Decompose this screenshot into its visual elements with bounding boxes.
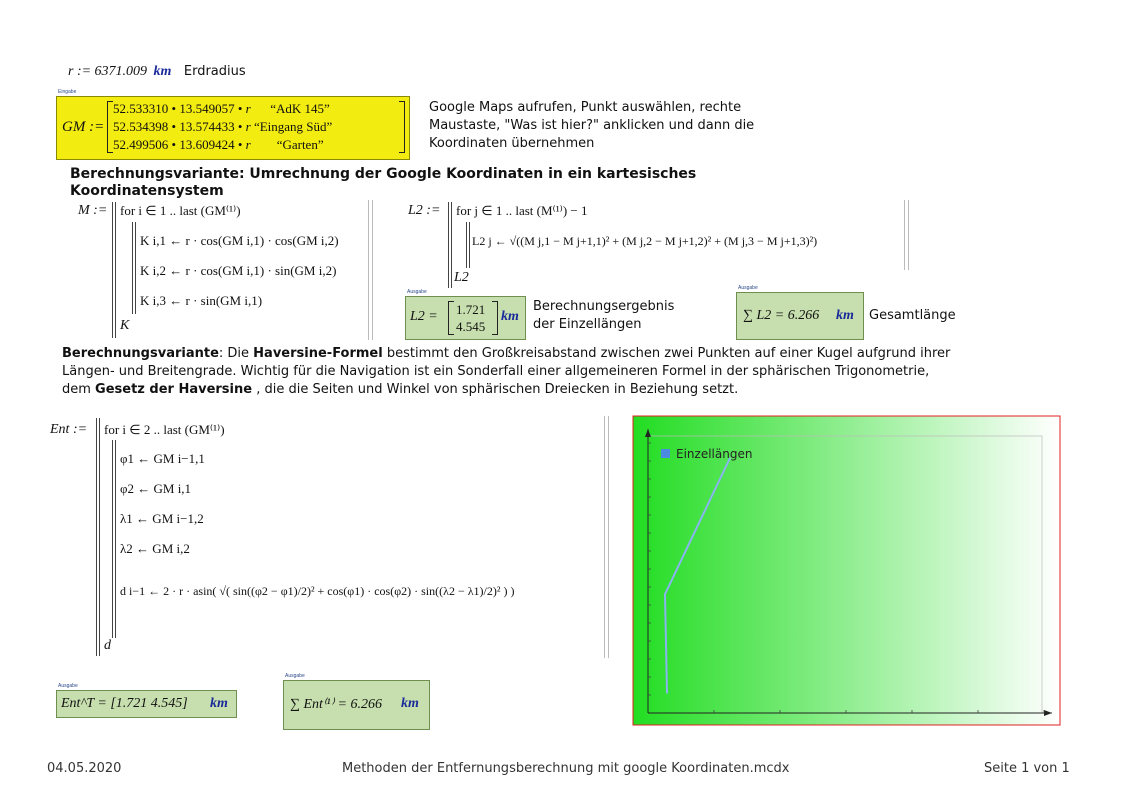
l2-program[interactable] [408, 200, 913, 290]
m-program[interactable] [78, 200, 378, 340]
variant2-text [62, 345, 962, 399]
gm-note-line: Koordinaten übernehmen [429, 136, 595, 151]
gm-input-tag: Eingabe [58, 89, 77, 95]
gm-row: 52.499506 • 13.609424 • r “Garten” [113, 137, 324, 152]
ent-program[interactable] [50, 416, 615, 658]
variant1-heading [70, 166, 696, 200]
ent-name: Ent := [50, 422, 88, 437]
l2-output-vector [448, 299, 498, 337]
variant2-line [62, 345, 962, 363]
radius-unit: km [153, 64, 172, 79]
legend-label: Einzellängen [676, 447, 753, 461]
radius-label: Erdradius [183, 64, 246, 79]
l2-output-tag: Ausgabe [407, 289, 427, 295]
l2-body: L2 j ← √((M j,1 − M j+1,1)² + (M j,2 − M j+1,2)² + (M j,3 − M j+1,3)²) [472, 234, 818, 248]
chart-panel[interactable] [632, 415, 1061, 726]
ent-line: λ1 ← GM i−1,2 [120, 511, 204, 526]
m-for: for i ∈ 1 .. last (GM⁽¹⁾) [120, 203, 241, 218]
chart-background [633, 416, 1060, 725]
ent-line: φ2 ← GM i,1 [120, 481, 192, 496]
m-body [140, 226, 339, 316]
gm-cell: 13.609424 [179, 137, 235, 152]
l2-output-unit: km [501, 309, 519, 324]
l2-output[interactable] [405, 296, 526, 340]
sum-ent-expr: ∑ Ent⁽¹⁾ = 6.266 [290, 697, 382, 712]
ent-result: d [104, 638, 111, 653]
text-run: dem [62, 382, 96, 397]
gm-cell: r [245, 137, 251, 152]
gm-cell: 52.499506 [113, 137, 169, 152]
gm-cell: 52.533310 [113, 101, 169, 116]
gm-cell: r [245, 119, 251, 134]
gm-cell: “AdK 145” [270, 101, 330, 116]
sum-l2-tag: Ausgabe [738, 285, 758, 291]
l2-result: L2 [454, 270, 469, 285]
radius-definition [68, 62, 246, 81]
bold-term: Gesetz der Haversine [95, 382, 253, 397]
ent-body [120, 444, 205, 564]
ent-d-line: d i−1 ← 2 · r · asin( √( sin((φ2 − φ1)/2)² + cos(φ1) · cos(φ2) · sin((λ2 − λ1)/2)² ) ) [120, 584, 515, 598]
sum-l2-output[interactable] [736, 292, 864, 340]
label-line: der Einzellängen [533, 317, 642, 332]
gm-row: 52.533310 • 13.549057 • r “AdK 145” [113, 101, 330, 116]
gm-matrix-region[interactable] [56, 96, 410, 160]
ent-output-tag: Ausgabe [58, 683, 78, 689]
m-line: K i,3 ← r · sin(GM i,1) [140, 293, 263, 308]
sum-l2-unit: km [836, 308, 854, 323]
variant2-line [62, 381, 962, 399]
text-run: , die die Seiten und Winkel von sphärischen Dreiecken in Beziehung setzt. [252, 382, 739, 397]
gm-note-line: Maustaste, "Was ist hier?" anklicken und dann die [429, 118, 755, 133]
sum-l2-expr: ∑ L2 = 6.266 [743, 308, 820, 323]
gm-row: 52.534398 • 13.574433 • r “Eingang Süd” [113, 119, 333, 134]
l2-output-lhs: L2 = [410, 309, 438, 324]
label-line: Berechnungsergebnis [533, 299, 675, 314]
l2-name: L2 := [408, 203, 441, 218]
bold-term: Haversine-Formel [253, 346, 383, 361]
gm-cell: 13.549057 [179, 101, 235, 116]
m-line: K i,2 ← r · cos(GM i,1) · sin(GM i,2) [140, 263, 337, 278]
footer-file: Methoden der Entfernungsberechnung mit google Koordinaten.mcdx [342, 761, 790, 776]
text-run: bestimmt den Großkreisabstand zwischen zwei Punkten auf einer Kugel aufgrund ihrer [382, 346, 951, 361]
variant2-line: Längen- und Breitengrade. Wichtig für die Navigation ist ein Sonderfall einer allgemeineren Formel in der sphärischen Trigonometrie, [62, 364, 930, 379]
ent-line: λ2 ← GM i,2 [120, 541, 190, 556]
l2-value: 1.721 [456, 302, 486, 317]
text-run: : Die [218, 346, 254, 361]
heading-line: Berechnungsvariante: Umrechnung der Google Koordinaten in ein kartesisches [70, 166, 697, 182]
m-line: K i,1 ← r · cos(GM i,1) · cos(GM i,2) [140, 233, 339, 248]
m-name: M := [78, 203, 108, 218]
footer-page: Seite 1 von 1 [984, 761, 1070, 776]
legend-marker [661, 449, 670, 458]
m-result: K [120, 318, 130, 333]
data-point [664, 593, 666, 595]
gm-cell: “Eingang Süd” [253, 119, 333, 134]
sum-l2-label: Gesamtlänge [869, 308, 956, 323]
chart [632, 415, 1061, 726]
gm-name: GM := [62, 119, 105, 135]
ent-line: φ1 ← GM i−1,1 [120, 451, 205, 466]
gm-cell: 13.574433 [179, 119, 235, 134]
footer-date: 04.05.2020 [47, 761, 122, 776]
data-point [666, 692, 668, 694]
ent-for: for i ∈ 2 .. last (GM⁽¹⁾) [104, 422, 225, 437]
ent-output-expr: Ent^T = [1.721 4.545] [61, 696, 188, 711]
sum-ent-output[interactable] [283, 680, 430, 730]
l2-value: 4.545 [456, 319, 486, 334]
l2-for: for j ∈ 1 .. last (M⁽¹⁾) − 1 [456, 203, 588, 218]
gm-note-line: Google Maps aufrufen, Punkt auswählen, rechte [429, 100, 742, 115]
gm-cell: 52.534398 [113, 119, 169, 134]
ent-output-unit: km [210, 696, 228, 711]
radius-expr: r := 6371.009 [68, 64, 148, 79]
l2-output-label [533, 298, 674, 334]
gm-note [429, 99, 769, 153]
heading-line: Koordinatensystem [70, 183, 224, 199]
bold-term: Berechnungsvariante [62, 346, 219, 361]
gm-matrix [107, 99, 405, 155]
gm-cell: r [245, 101, 251, 116]
sum-ent-tag: Ausgabe [285, 673, 305, 679]
gm-cell: “Garten” [276, 137, 324, 152]
sum-ent-unit: km [401, 696, 419, 711]
ent-output[interactable] [56, 690, 237, 718]
l2-values [456, 301, 485, 335]
